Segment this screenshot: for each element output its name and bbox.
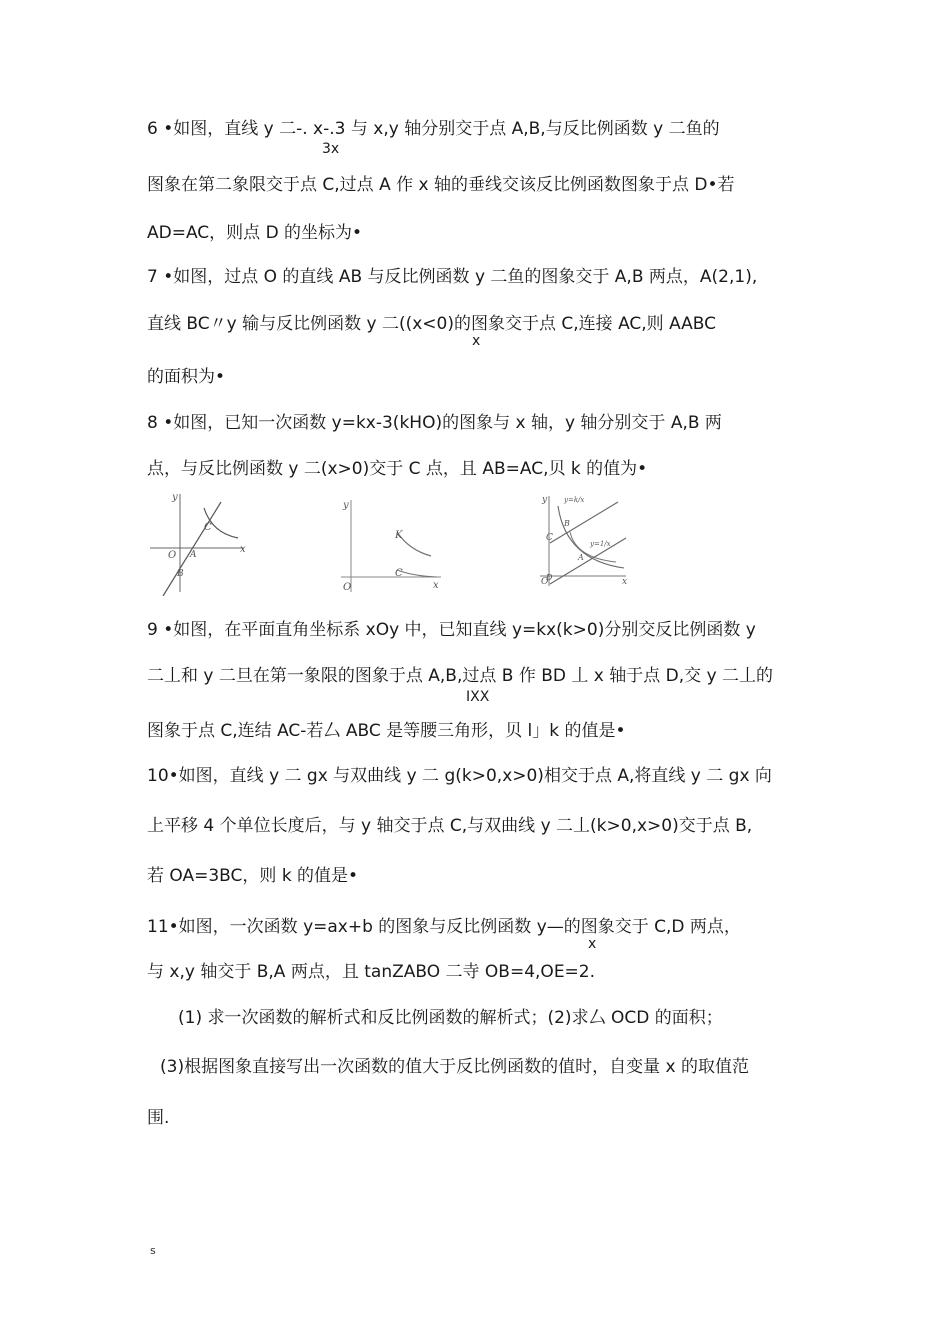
fig1-point-c: C [204, 522, 212, 533]
fig1-y-label: y [172, 492, 178, 503]
fig3-point-c: C [546, 533, 553, 543]
p9-line1: 9 •如图，在平面直角坐标系 xOy 中，已知直线 y=kx(k>0)分别交反比例函数 y [147, 620, 756, 640]
figure-3-graph [536, 488, 630, 590]
fig2-point-c: C [395, 568, 403, 579]
p11-fraction-denominator: x [588, 936, 597, 952]
fig3-point-a: A [578, 553, 584, 562]
fig3-equation-1: y=k/x [564, 496, 585, 504]
fig2-x-label: x [433, 580, 439, 591]
p6-line3: AD=AC，则点 D 的坐标为• [147, 223, 363, 243]
fig1-point-a: A [190, 550, 197, 560]
p11-line1: 11•如图，一次函数 y=ax+b 的图象与反比例函数 y—的图象交于 C,D 两点， [147, 917, 741, 937]
p6-line2: 图象在第二象限交于点 C,过点 A 作 x 轴的垂线交该反比例函数图象于点 D•若 [147, 175, 735, 195]
p11-line3: (1) 求一次函数的解析式和反比例函数的解析式；(2)求厶 OCD 的面积； [178, 1008, 723, 1028]
p9-fraction-denominator: IXX [466, 689, 490, 705]
figure-1-graph [146, 488, 248, 596]
p10-line1: 10•如图，直线 y 二 gx 与双曲线 y 二 g(k>0,x>0)相交于点 A,将直线 y 二 gx 向 [147, 766, 772, 786]
footer-mark: s [150, 1244, 156, 1257]
p6-fraction-denominator: 3x [322, 141, 340, 157]
p11-line5: 围. [147, 1108, 170, 1128]
fig3-equation-2: y=1/x [590, 540, 611, 548]
fig2-y-label: y [343, 500, 349, 511]
fig3-y-label: y [542, 495, 548, 505]
fig2-origin-label: O [343, 582, 352, 593]
p8-line2: 点，与反比例函数 y 二(x>0)交于 C 点，且 AB=AC,贝 k 的值为• [147, 459, 648, 479]
p7-line1: 7 •如图，过点 O 的直线 AB 与反比例函数 y 二鱼的图象交于 A,B 两点，A(2,1), [147, 267, 758, 287]
p10-line3: 若 OA=3BC，则 k 的值是• [147, 866, 359, 886]
fig3-point-d: D [546, 573, 553, 582]
fig2-point-k: K [395, 530, 403, 541]
fig1-origin-label: O [168, 550, 177, 561]
fig3-point-b: B [564, 519, 570, 528]
p9-line3: 图象于点 C,连结 AC-若厶 ABC 是等腰三角形，贝 l」k 的值是• [147, 721, 626, 741]
p7-line2: 直线 BC〃y 输与反比例函数 y 二((x<0)的图象交于点 C,连接 AC,则 AABC [147, 314, 717, 334]
fig1-point-b: B [177, 569, 184, 579]
p11-line2: 与 x,y 轴交于 B,A 两点，且 tanZABO 二寺 OB=4,OE=2. [147, 962, 596, 982]
p6-line1: 6 •如图，直线 y 二-. x-.3 与 x,y 轴分别交于点 A,B,与反比例函数 y 二鱼的 [147, 119, 720, 139]
figure-2-graph [333, 492, 445, 596]
p11-line4: (3)根据图象直接写出一次函数的值大于反比例函数的值时，自变量 x 的取值范 [160, 1057, 749, 1077]
p8-line1: 8 •如图，已知一次函数 y=kx-3(kHO)的图象与 x 轴，y 轴分别交于 A,B 两 [147, 413, 722, 433]
p7-fraction-denominator: x [472, 333, 481, 349]
p10-line2: 上平移 4 个单位长度后，与 y 轴交于点 C,与双曲线 y 二丄(k>0,x>0)交于点 B, [147, 816, 753, 836]
fig3-origin-label: O [541, 577, 549, 587]
fig1-x-label: x [240, 544, 246, 555]
p9-line2: 二丄和 y 二旦在第一象限的图象于点 A,B,过点 B 作 BD 丄 x 轴于点 D,交 y 二丄的 [147, 666, 774, 686]
fig3-x-label: x [622, 577, 628, 587]
p7-line3: 的面积为• [147, 367, 226, 387]
